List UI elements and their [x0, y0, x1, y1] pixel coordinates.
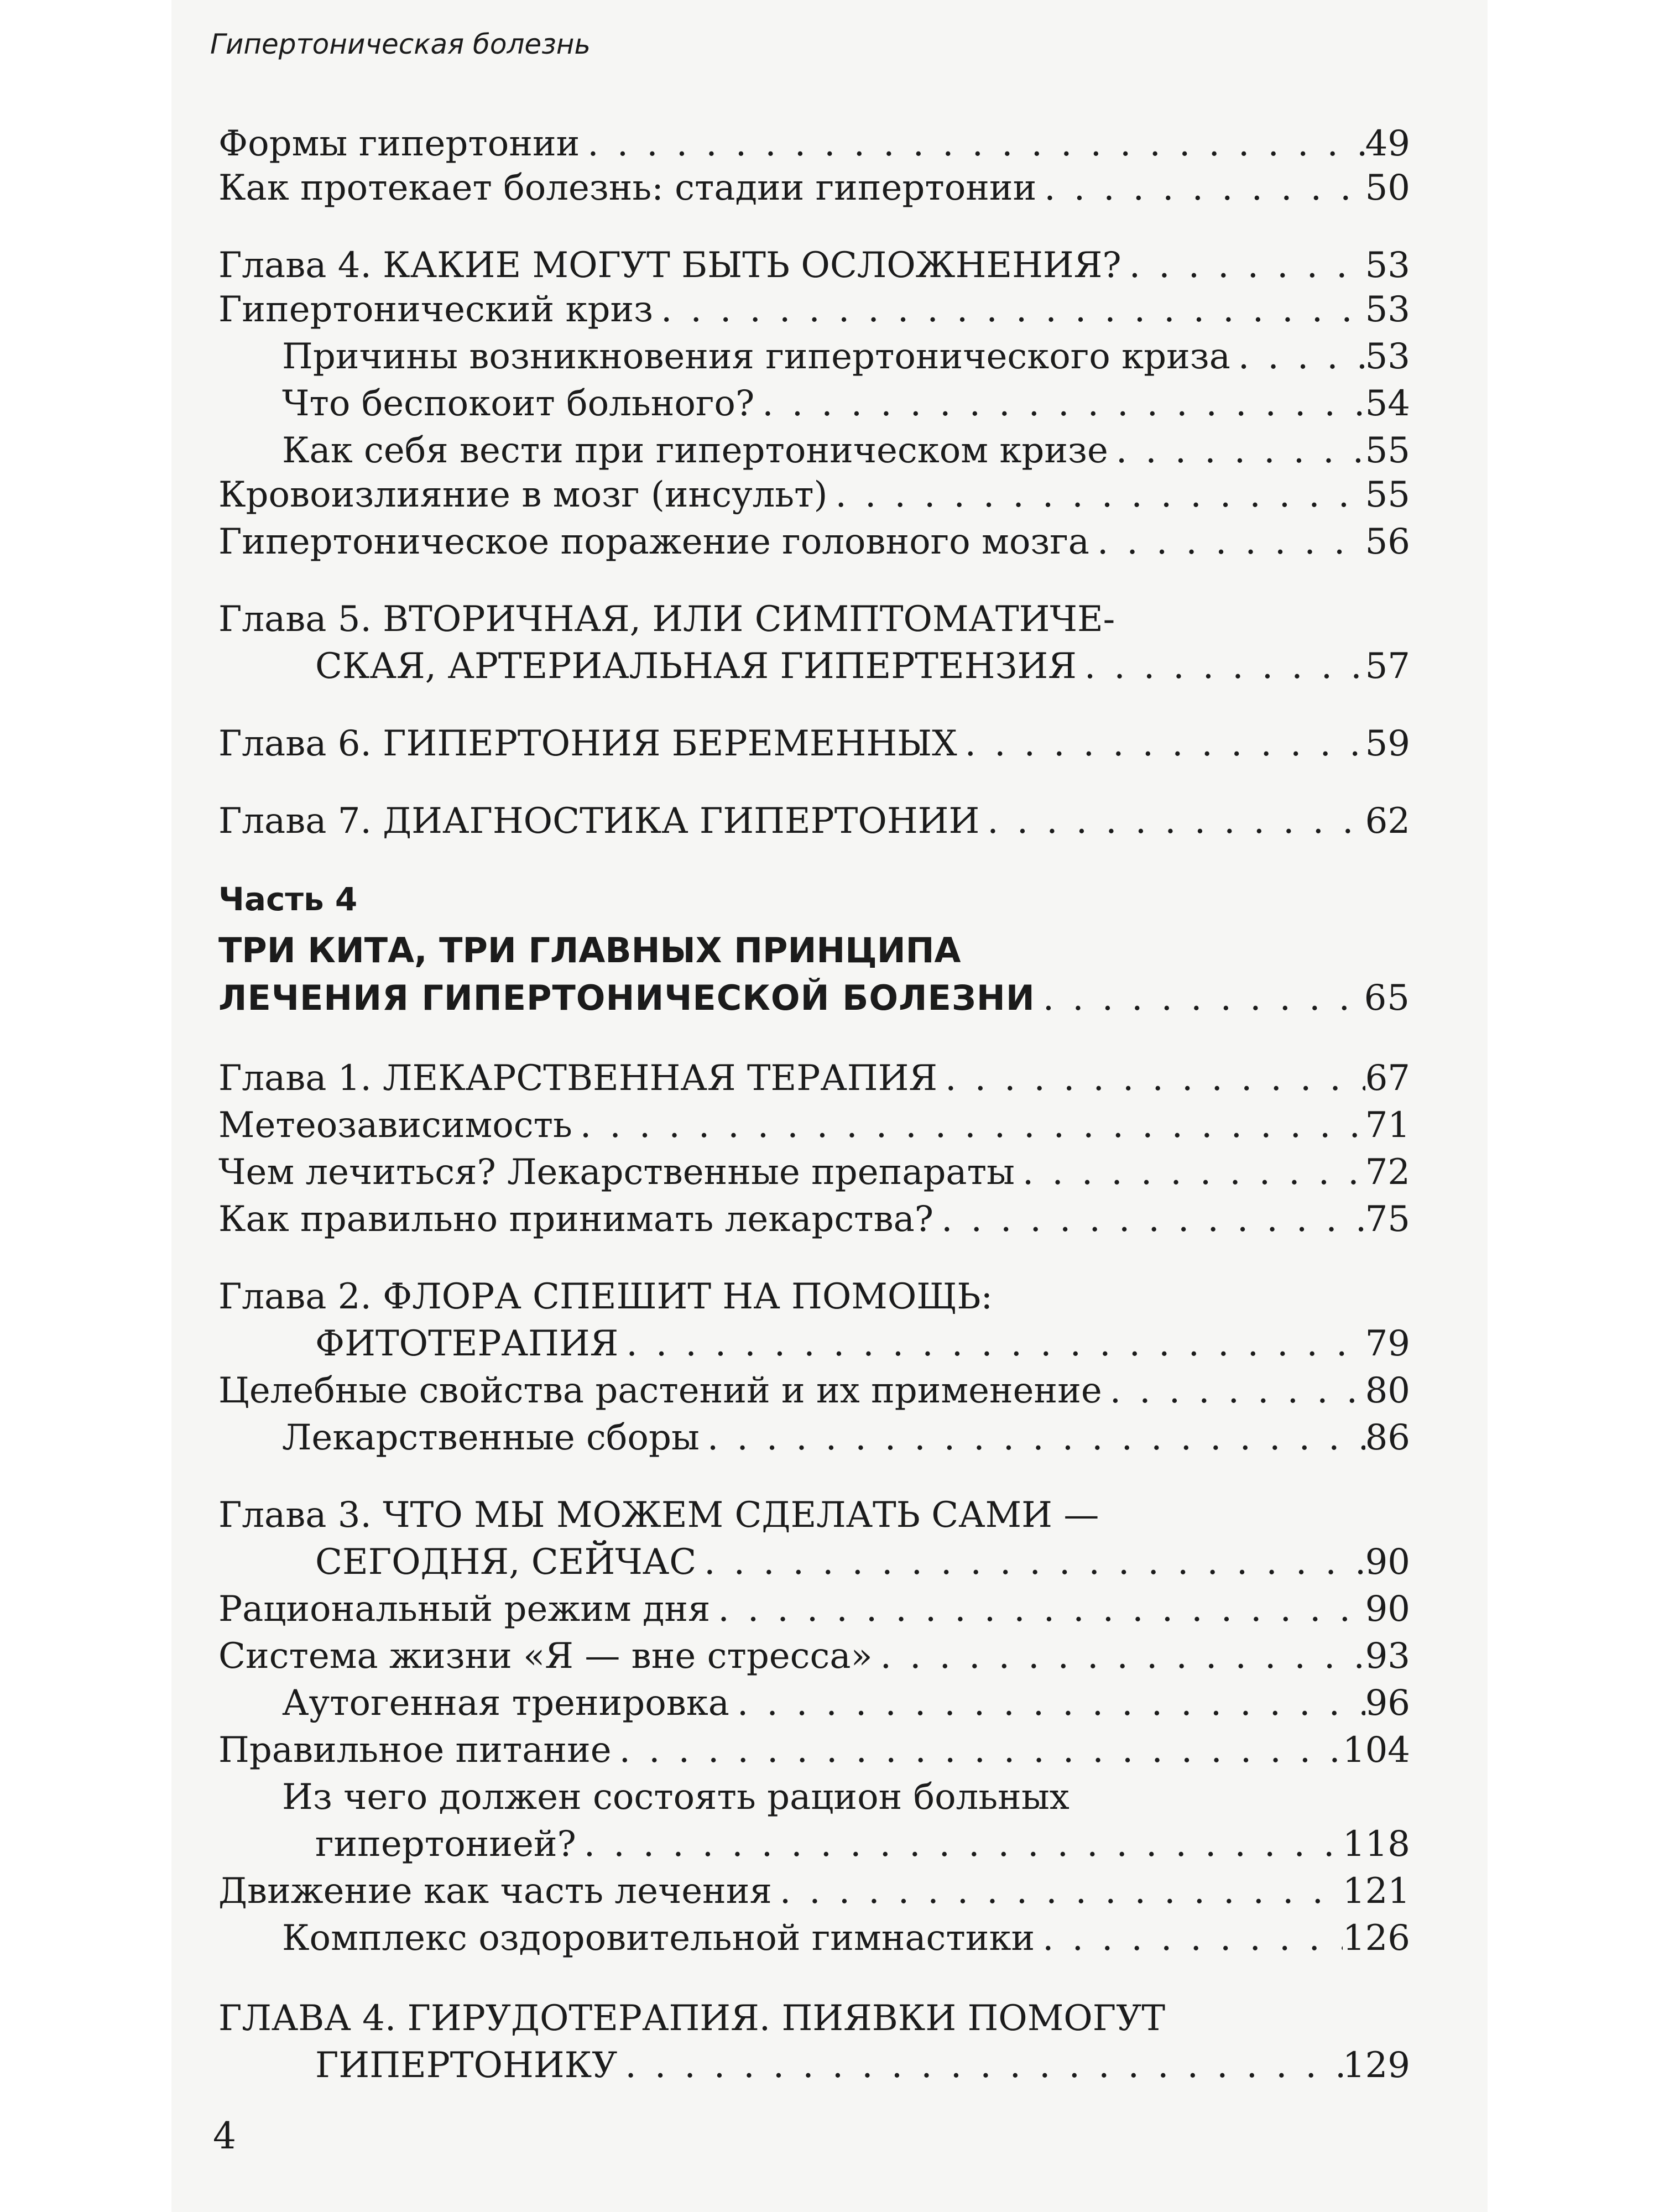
toc-entry: Кровоизлияние в мозг (инсульт) . . . 55: [218, 476, 1410, 515]
toc-entry: Правильное питание . . . 104: [218, 1731, 1410, 1771]
part-title-line: ТРИ КИТА, ТРИ ГЛАВНЫХ ПРИНЦИПА: [218, 930, 961, 971]
toc-chapter-entry: Глава 2. ФЛОРА СПЕШИТ НА ПОМОЩЬ:: [218, 1276, 993, 1317]
running-header: Гипертоническая болезнь: [210, 28, 591, 60]
toc-chapter-entry: Глава 6. ГИПЕРТОНИЯ БЕРЕМЕННЫХ . . . 59: [218, 724, 1410, 764]
toc-entry: Рациональный режим дня . . . 90: [218, 1590, 1410, 1630]
toc-subentry: Причины возникновения гипертонического криза . . . 53: [282, 337, 1410, 377]
toc-entry: Гипертоническое поражение головного мозга . . . 56: [218, 523, 1410, 562]
toc-chapter-entry: ГЛАВА 4. ГИРУДОТЕРАПИЯ. ПИЯВКИ ПОМОГУТ: [218, 1998, 1166, 2039]
toc-chapter-entry: Глава 5. ВТОРИЧНАЯ, ИЛИ СИМПТОМАТИЧЕ-: [218, 599, 1115, 640]
toc-chapter-entry: Глава 3. ЧТО МЫ МОЖЕМ СДЕЛАТЬ САМИ —: [218, 1495, 1099, 1536]
part-label: Часть 4: [218, 880, 358, 918]
toc-subentry: Аутогенная тренировка . . . 96: [282, 1684, 1410, 1724]
toc-chapter-continuation: СЕГОДНЯ, СЕЙЧАС . . . 90: [315, 1543, 1410, 1583]
toc-chapter-entry: Глава 4. КАКИЕ МОГУТ БЫТЬ ОСЛОЖНЕНИЯ? . . . 53: [218, 246, 1410, 286]
toc-chapter-continuation: ФИТОТЕРАПИЯ . . . 79: [315, 1324, 1410, 1364]
toc-entry: Как правильно принимать лекарства? . . . 75: [218, 1200, 1410, 1240]
page-number: 4: [213, 2115, 236, 2157]
toc-subentry: Лекарственные сборы . . . 86: [282, 1418, 1410, 1458]
part-title-line: ЛЕЧЕНИЯ ГИПЕРТОНИЧЕСКОЙ БОЛЕЗНИ . . . 65: [218, 979, 1410, 1019]
toc-chapter-entry: Глава 7. ДИАГНОСТИКА ГИПЕРТОНИИ . . . 62: [218, 802, 1410, 842]
toc-entry: Как протекает болезнь: стадии гипертонии . . . 50: [218, 169, 1410, 208]
toc-subentry: Что беспокоит больного? . . . 54: [282, 384, 1410, 424]
toc-entry: Система жизни «Я — вне стресса» . . . 93: [218, 1637, 1410, 1677]
toc-entry: Целебные свойства растений и их применение . . . 80: [218, 1371, 1410, 1411]
toc-entry: Гипертонический криз . . . 53: [218, 290, 1410, 330]
toc-entry: Метеозависимость . . . 71: [218, 1106, 1410, 1146]
toc-chapter-entry: Глава 1. ЛЕКАРСТВЕННАЯ ТЕРАПИЯ . . . 67: [218, 1059, 1410, 1099]
toc-chapter-continuation: ГИПЕРТОНИКУ . . . 129: [315, 2046, 1410, 2086]
toc-entry: Движение как часть лечения . . . 121: [218, 1872, 1410, 1912]
toc-subentry: Из чего должен состоять рацион больных: [282, 1777, 1070, 1818]
toc-subentry: Как себя вести при гипертоническом кризе . . . 55: [282, 431, 1410, 471]
toc-entry: Формы гипертонии . . . 49: [218, 124, 1410, 164]
toc-subentry-continuation: гипертонией? . . . 118: [315, 1825, 1410, 1865]
toc-subentry: Комплекс оздоровительной гимнастики . . . 126: [282, 1919, 1410, 1959]
toc-chapter-continuation: СКАЯ, АРТЕРИАЛЬНАЯ ГИПЕРТЕНЗИЯ . . . 57: [315, 647, 1410, 687]
toc-entry: Чем лечиться? Лекарственные препараты . . . 72: [218, 1153, 1410, 1193]
